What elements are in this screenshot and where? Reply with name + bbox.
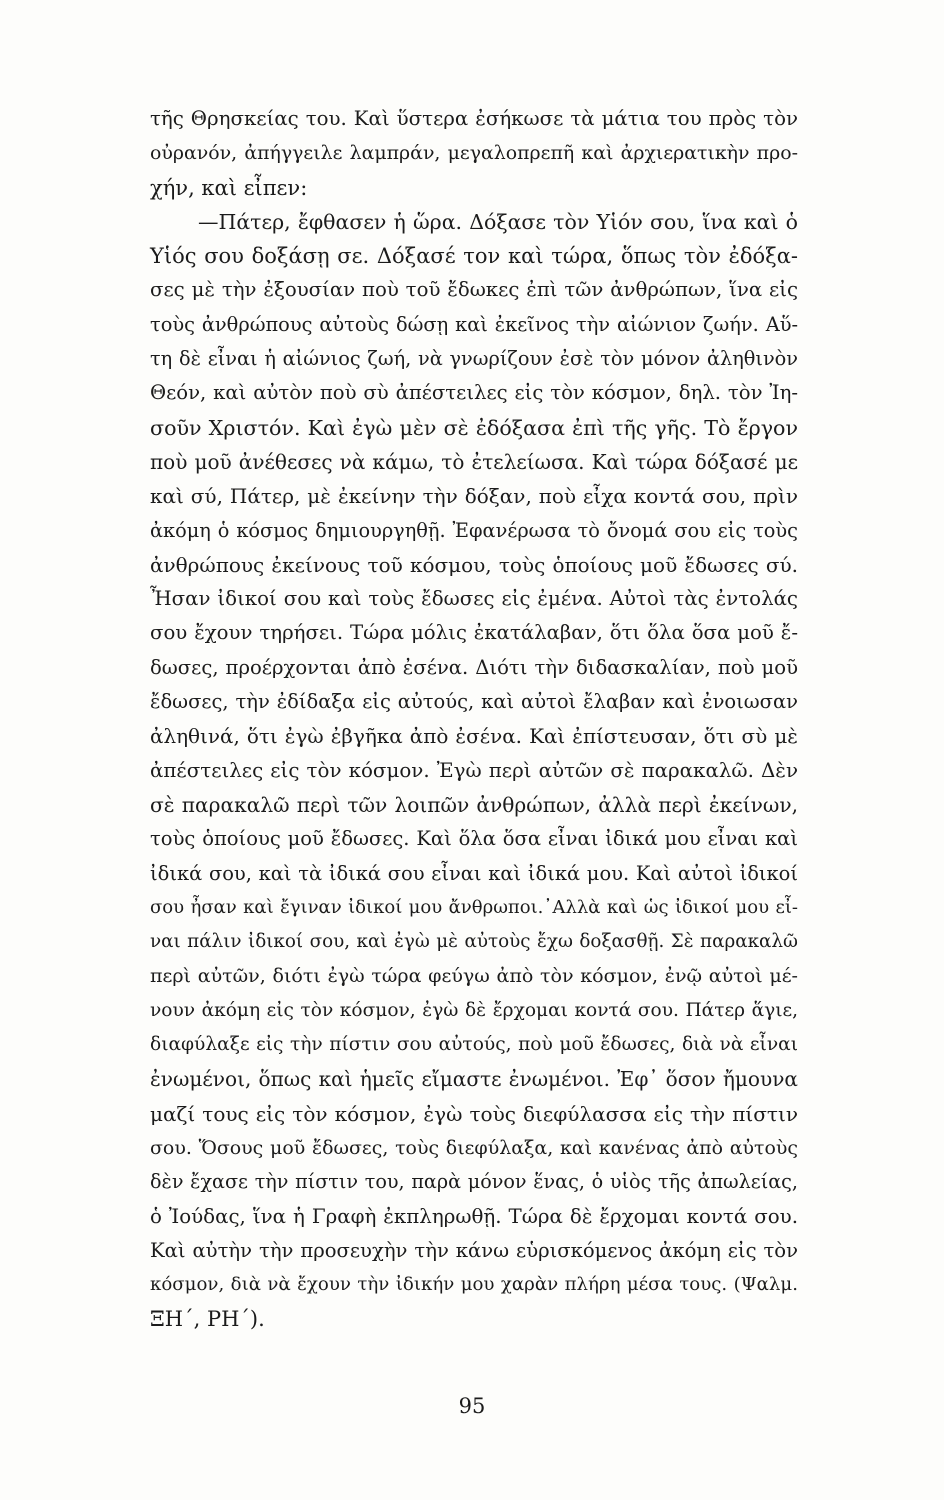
text-line: ποὺ μοῦ ἀνέθεσες νὰ κάμω, τὸ ἐτελείωσα. Καὶ τώρα δόξασέ με (150, 449, 798, 474)
text-line: τη δὲ εἶναι ἡ αἰώνιος ζωή, νὰ γνωρίζουν ἐσὲ τὸν μόνον ἀληθινὸν (150, 347, 798, 371)
text-line: Υἱός σου δοξάσῃ σε. Δόξασέ τον καὶ τώρα, ὅπως τὸν ἐδόξα- (150, 244, 798, 269)
text-line: Θεόν, καὶ αὐτὸν ποὺ σὺ ἀπέστειλες εἰς τὸν κόσμον, δηλ. τὸν Ἰη- (150, 381, 798, 405)
text-line: ἔδωσες, τὴν ἐδίδαξα εἰς αὐτούς, καὶ αὐτοὶ ἔλαβαν καὶ ἐνοιωσαν (150, 690, 798, 714)
text-line: σὲ παρακαλῶ περὶ τῶν λοιπῶν ἀνθρώπων, ἀλλὰ περὶ ἐκείνων, (150, 792, 798, 817)
text-line: τῆς Θρησκείας του. Καὶ ὕστερα ἐσήκωσε τὰ μάτια του πρὸς τὸν (150, 107, 798, 130)
text-line: Καὶ αὐτὴν τὴν προσευχὴν τὴν κάνω εὑρισκόμενος ἀκόμη εἰς τὸν (150, 1238, 798, 1262)
text-line: ἐνωμένοι, ὅπως καὶ ἡμεῖς εἴμαστε ἐνωμένοι. Ἐφ᾿ ὅσον ἤμουνα (150, 1067, 798, 1092)
text-line: σου ἦσαν καὶ ἔγιναν ἰδικοί μου ἄνθρωποι.᾿Αλλὰ καὶ ὡς ἰδικοί μου εἶ- (150, 896, 798, 918)
text-line: σοῦν Χριστόν. Καὶ ἐγὼ μὲν σὲ ἐδόξασα ἐπὶ τῆς γῆς. Τὸ ἔργον (150, 415, 798, 440)
text-line: ἰδικά σου, καὶ τὰ ἰδικά σου εἶναι καὶ ἰδικά μου. Καὶ αὐτοὶ ἰδικοί (150, 861, 798, 885)
text-line: τοὺς ἀνθρώπους αὐτοὺς δώσῃ καὶ ἐκεῖνος τὴν αἰώνιον ζωήν. Αὕ- (150, 312, 798, 336)
text-line: δὲν ἔχασε τὴν πίστιν του, παρὰ μόνον ἕνας, ὁ υἱὸς τῆς ἀπωλείας, (150, 1170, 798, 1194)
text-line: σου ἔχουν τηρήσει. Τώρα μόλις ἐκατάλαβαν, ὅτι ὅλα ὅσα μοῦ ἔ- (150, 621, 798, 645)
text-line: οὐρανόν, ἀπήγγειλε λαμπράν, μεγαλοπρεπῆ καὶ ἀρχιερατικὴν προ- (150, 142, 798, 165)
text-line: ὁ Ἰούδας, ἵνα ἡ Γραφὴ ἐκπληρωθῇ. Τώρα δὲ ἔρχομαι κοντά σου. (150, 1204, 798, 1228)
text-line: ἀνθρώπους ἐκείνους τοῦ κόσμου, τοὺς ὁποίους μοῦ ἔδωσες σύ. (150, 552, 798, 577)
text-line: ἀληθινά, ὅτι ἐγὼ ἐβγῆκα ἀπὸ ἐσένα. Καὶ ἐπίστευσαν, ὅτι σὺ μὲ (150, 724, 798, 749)
text-line: σες μὲ τὴν ἐξουσίαν ποὺ τοῦ ἔδωκες ἐπὶ τῶν ἀνθρώπων, ἵνα εἰς (150, 278, 798, 302)
text-line: καὶ σύ, Πάτερ, μὲ ἐκείνην τὴν δόξαν, ποὺ εἶχα κοντά σου, πρὶν (150, 484, 798, 509)
text-line: διαφύλαξε εἰς τὴν πίστιν σου αὐτούς, ποὺ μοῦ ἔδωσες, διὰ νὰ εἶναι (150, 1034, 798, 1056)
page-number: 95 (458, 1394, 486, 1418)
text-line: κόσμον, διὰ νὰ ἔχουν τὴν ἰδικήν μου χαρὰν πλήρη μέσα τους. (Ψαλμ. (150, 1274, 798, 1296)
text-line: τοὺς ὁποίους μοῦ ἔδωσες. Καὶ ὅλα ὅσα εἶναι ἰδικά μου εἶναι καὶ (150, 827, 798, 851)
text-line: περὶ αὐτῶν, διότι ἐγὼ τώρα φεύγω ἀπὸ τὸν κόσμον, ἐνῷ αὐτοὶ μέ- (150, 965, 798, 988)
text-line: χήν, καὶ εἶπεν: (150, 175, 308, 200)
text-line: ἀπέστειλες εἰς τὸν κόσμον. Ἐγὼ περὶ αὐτῶν σὲ παρακαλῶ. Δὲν (150, 758, 798, 782)
text-line: Ἦσαν ἰδικοί σου καὶ τοὺς ἔδωσες εἰς ἐμένα. Αὐτοὶ τὰς ἐντολάς (150, 587, 798, 611)
text-line: ναι πάλιν ἰδικοί σου, καὶ ἐγὼ μὲ αὐτοὺς ἔχω δοξασθῇ. Σὲ παρακαλῶ (150, 931, 798, 953)
body-text (150, 102, 798, 1337)
text-line: δωσες, προέρχονται ἀπὸ ἐσένα. Διότι τὴν διδασκαλίαν, ποὺ μοῦ (150, 655, 798, 679)
text-line: σου. Ὅσους μοῦ ἔδωσες, τοὺς διεφύλαξα, καὶ κανένας ἀπὸ αὐτοὺς (150, 1136, 798, 1159)
text-line: νουν ἀκόμη εἰς τὸν κόσμον, ἐγὼ δὲ ἔρχομαι κοντά σου. Πάτερ ἅγιε, (150, 999, 798, 1021)
text-line: ἀκόμη ὁ κόσμος δημιουργηθῇ. Ἐφανέρωσα τὸ ὄνομά σου εἰς τοὺς (150, 518, 798, 542)
text-line: —Πάτερ, ἔφθασεν ἡ ὥρα. Δόξασε τὸν Υἱόν σου, ἵνα καὶ ὁ (198, 209, 798, 234)
text-line: μαζί τους εἰς τὸν κόσμον, ἐγὼ τοὺς διεφύλασσα εἰς τὴν πίστιν (150, 1101, 798, 1126)
text-line: ΞΗ΄, ΡΗ΄). (150, 1307, 265, 1332)
